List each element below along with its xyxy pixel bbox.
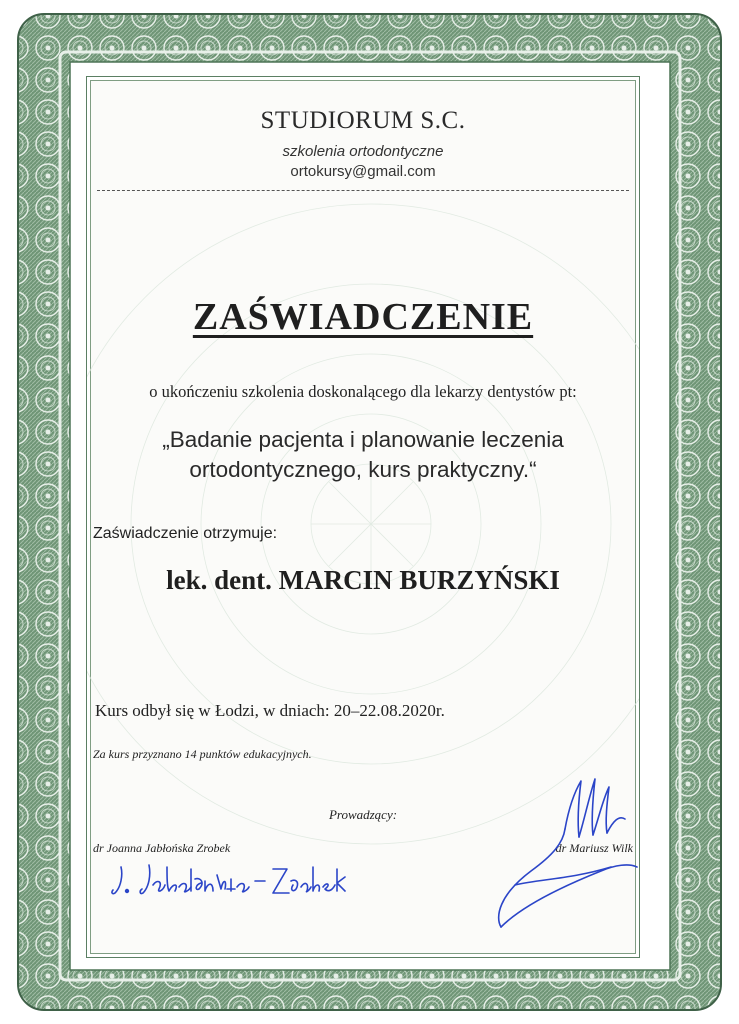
instructor-right-name: dr Mariusz Wilk <box>555 841 633 855</box>
organization-name: STUDIORUM S.C. <box>260 107 466 134</box>
course-title-line-2: ortodontycznego, kurs praktyczny.“ <box>189 457 537 482</box>
recipient-label: Zaświadczenie otrzymuje: <box>93 525 278 542</box>
certificate-title: ZAŚWIADCZENIE <box>192 296 534 338</box>
signature-right <box>491 767 641 937</box>
instructors-label: Prowadzący: <box>328 807 398 822</box>
education-points-note: Za kurs przyznano 14 punktów edukacyjnych. <box>93 747 312 761</box>
instructor-left-name: dr Joanna Jabłońska Zrobek <box>93 841 231 855</box>
certificate-intro: o ukończeniu szkolenia doskonalącego dla lekarzy dentystów pt: <box>149 382 577 401</box>
course-title-line-1: „Badanie pacjenta i planowanie leczenia <box>162 427 564 452</box>
course-dates: Kurs odbył się w Łodzi, w dniach: 20–22.08.2020r. <box>95 701 445 720</box>
course-title <box>87 425 639 485</box>
certificate-content <box>86 76 640 958</box>
organization-subtitle: szkolenia ortodontyczne <box>282 143 444 160</box>
header-divider <box>97 190 629 191</box>
organization-email: ortokursy@gmail.com <box>290 163 436 180</box>
signature-left <box>109 859 349 903</box>
recipient-name: lek. dent. MARCIN BURZYŃSKI <box>166 565 560 595</box>
